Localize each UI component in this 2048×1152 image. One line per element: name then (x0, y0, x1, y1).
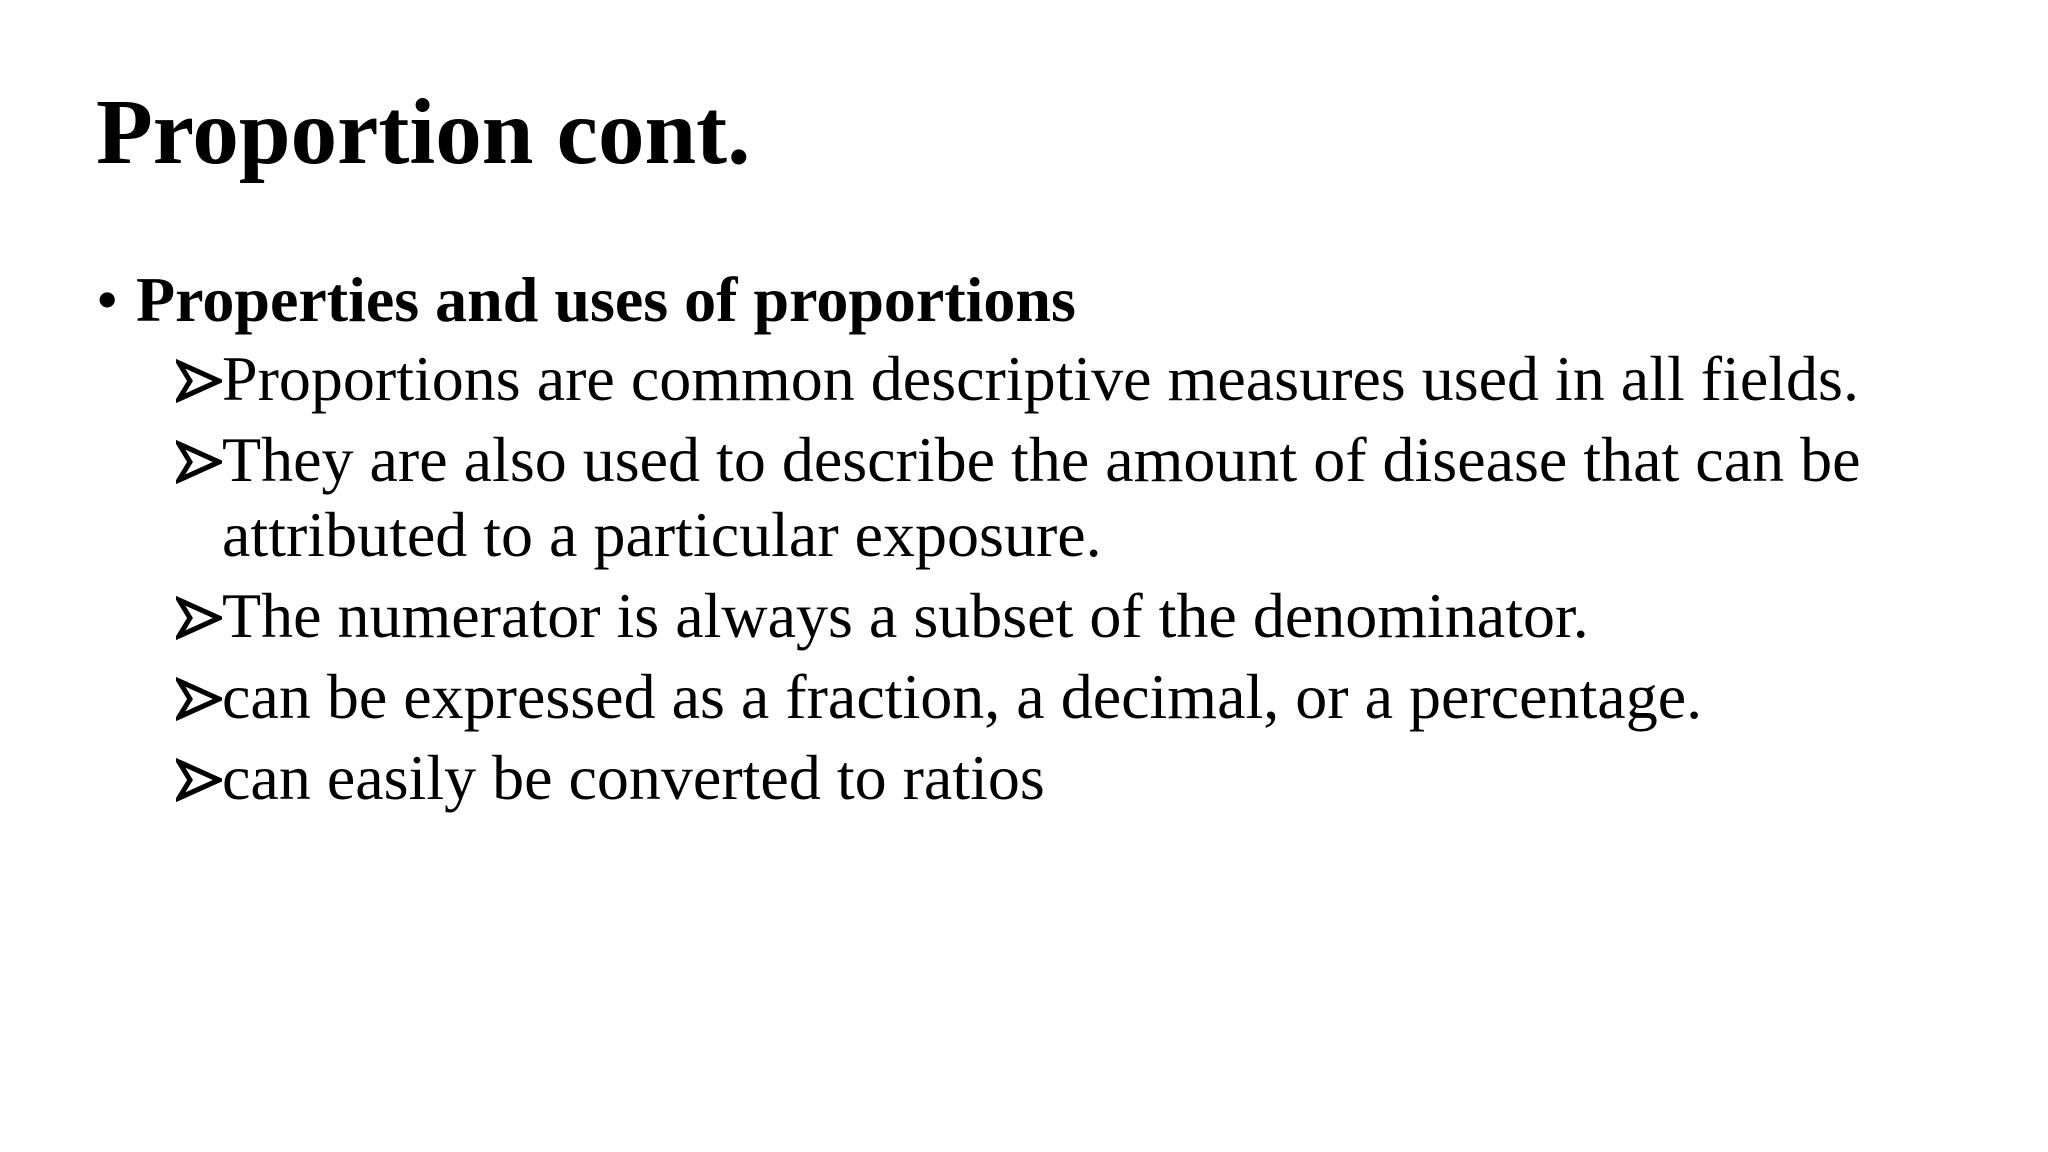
arrow-bullet-icon (176, 676, 222, 722)
sub-bullet-text: can be expressed as a fraction, a decimal, or a percentage. (222, 660, 1703, 732)
sub-bullet-text: can easily be converted to ratios (222, 741, 1045, 813)
slide-title: Proportion cont. (96, 81, 751, 184)
bullet-heading: Properties and uses of proportions (136, 264, 1076, 335)
bullet-heading-row (96, 262, 1956, 339)
arrow-bullet-icon (176, 595, 222, 641)
sub-bullet-text: Proportions are common descriptive measures used in all fields. (222, 342, 1859, 414)
arrow-bullet-icon (176, 757, 222, 803)
bullet-item (96, 262, 1956, 815)
sub-bullet-text: The numerator is always a subset of the denominator. (222, 579, 1589, 651)
sub-bullet-item (176, 422, 1876, 572)
sub-bullet-item (176, 659, 1876, 734)
sub-bullet-item (176, 578, 1876, 653)
sub-bullet-list (96, 341, 1876, 815)
arrow-bullet-icon (176, 358, 222, 404)
bullet-marker: • (96, 264, 119, 335)
sub-bullet-text: They are also used to describe the amount of disease that can be attributed to a particular exposure. (222, 423, 1861, 570)
bullet-list (96, 262, 1956, 815)
arrow-bullet-icon (176, 439, 222, 485)
sub-bullet-item (176, 341, 1876, 416)
sub-bullet-item (176, 740, 1876, 815)
